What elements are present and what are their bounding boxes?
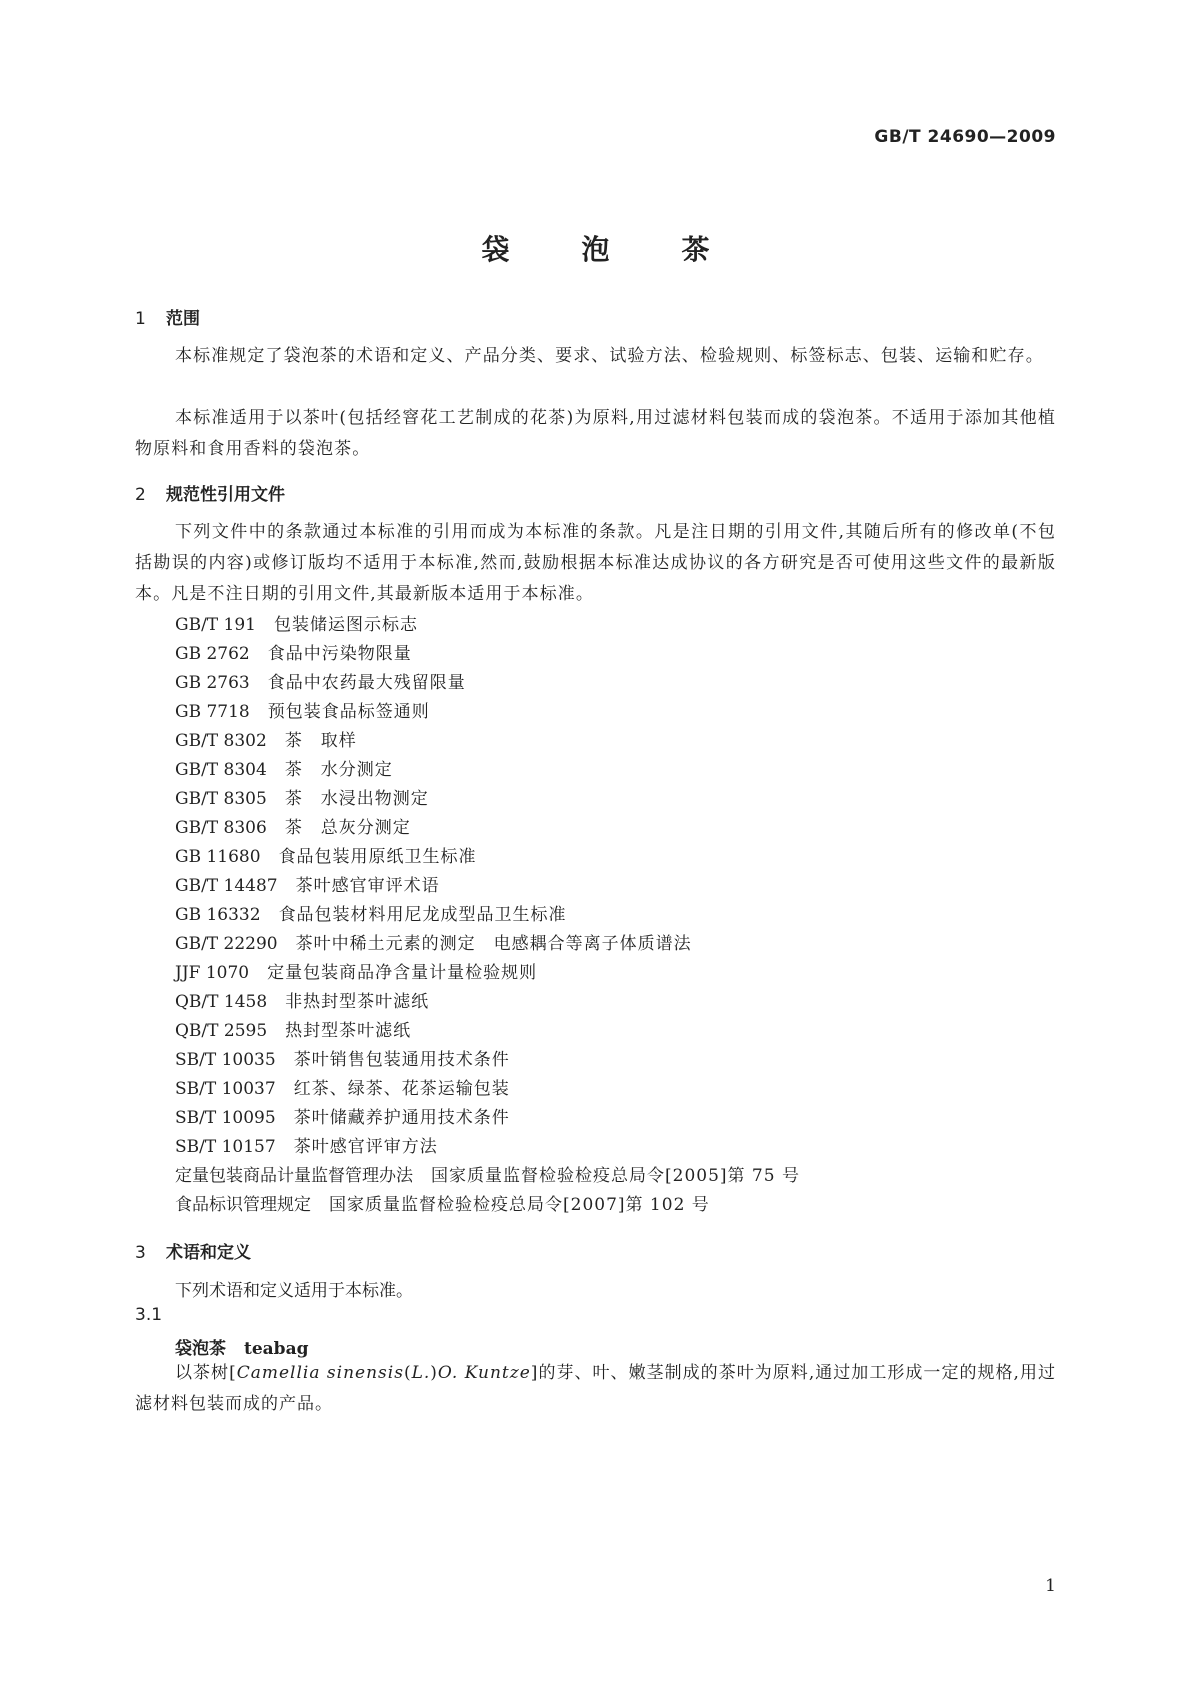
reference-item (175, 1016, 411, 1041)
reference-code: GB 2762 (175, 644, 250, 664)
reference-code: GB/T 14487 (175, 876, 278, 896)
reference-item (175, 726, 357, 751)
reference-code: QB/T 2595 (175, 1021, 268, 1041)
reference-title: 非热封型茶叶滤纸 (285, 992, 430, 1012)
title-char: 袋 (481, 233, 510, 266)
reference-code: GB 2763 (175, 673, 250, 693)
reference-title: 食品中农药最大残留限量 (267, 673, 466, 693)
reference-title: 茶叶感官评审方法 (293, 1137, 438, 1157)
reference-item (175, 813, 411, 838)
reference-title: 热封型茶叶滤纸 (285, 1021, 412, 1041)
reference-item (175, 1132, 438, 1157)
reference-item (175, 784, 429, 809)
scope-paragraph-2: 本标准适用于以茶叶(包括经窨花工艺制成的花茶)为原料,用过滤材料包装而成的袋泡茶。不适用于添加其他植物原料和食用香料的袋泡茶。 (135, 408, 1056, 459)
definition-text: ]的芽、叶、嫩茎制成的茶叶为原料,通过加工形成一定的规格,用过滤材料包装而成的产品。 (135, 1363, 1056, 1414)
reference-code: GB/T 8302 (175, 731, 267, 751)
standard-number: GB/T 24690—2009 (874, 127, 1056, 147)
reference-item (175, 1190, 710, 1215)
document-title (0, 228, 1191, 268)
reference-title: 预包装食品标签通则 (267, 702, 430, 722)
title-char: 泡 (581, 233, 610, 266)
reference-code: SB/T 10035 (175, 1050, 276, 1070)
reference-item (175, 871, 440, 896)
reference-item (175, 958, 537, 983)
reference-code: SB/T 10037 (175, 1079, 276, 1099)
reference-item (175, 900, 567, 925)
reference-title: 食品包装材料用尼龙成型品卫生标准 (278, 905, 567, 925)
reference-code: GB/T 8306 (175, 818, 267, 838)
reference-code: GB/T 22290 (175, 934, 278, 954)
definition-latin: Camellia sinensis (236, 1363, 404, 1383)
reference-title: 茶 水分测定 (284, 760, 393, 780)
reference-title: 食品包装用原纸卫生标准 (278, 847, 477, 867)
subclause-number: 3.1 (135, 1305, 163, 1325)
section-number: 2 (135, 485, 146, 505)
reference-item (175, 1074, 510, 1099)
term-definition (135, 1358, 1056, 1420)
terms-intro: 下列术语和定义适用于本标准。 (175, 1281, 413, 1301)
section-title: 规范性引用文件 (166, 485, 285, 505)
reference-title: 茶 总灰分测定 (284, 818, 411, 838)
reference-code: 定量包装商品计量监督管理办法 (175, 1166, 413, 1186)
section-heading-scope (135, 304, 200, 329)
reference-title: 红茶、绿茶、花茶运输包装 (293, 1079, 510, 1099)
reference-title: 茶 水浸出物测定 (284, 789, 429, 809)
reference-code: GB 7718 (175, 702, 250, 722)
reference-title: 茶叶感官审评术语 (295, 876, 440, 896)
section-heading-terms (135, 1238, 251, 1263)
reference-title: 定量包装商品净含量计量检验规则 (267, 963, 538, 983)
reference-title: 茶叶销售包装通用技术条件 (293, 1050, 510, 1070)
reference-item (175, 1161, 800, 1186)
section-number: 1 (135, 309, 146, 329)
reference-code: GB/T 191 (175, 615, 256, 635)
reference-code: QB/T 1458 (175, 992, 268, 1012)
reference-title: 茶 取样 (284, 731, 357, 751)
reference-item (175, 668, 466, 693)
reference-title: 茶叶储藏养护通用技术条件 (293, 1108, 510, 1128)
term-english: teabag (244, 1339, 309, 1359)
reference-item (175, 697, 430, 722)
reference-title: 包装储运图示标志 (274, 615, 418, 635)
title-char: 茶 (681, 233, 710, 266)
reference-title: 国家质量监督检验检疫总局令[2007]第 102 号 (329, 1195, 710, 1215)
reference-code: SB/T 10095 (175, 1108, 276, 1128)
reference-code: GB 11680 (175, 847, 261, 867)
reference-code: JJF 1070 (175, 963, 250, 983)
page-number: 1 (1045, 1576, 1056, 1596)
reference-item (175, 755, 393, 780)
reference-item (175, 610, 418, 635)
reference-code: SB/T 10157 (175, 1137, 276, 1157)
term-heading (175, 1334, 308, 1359)
reference-item (175, 929, 692, 954)
reference-item (175, 987, 429, 1012)
reference-item (175, 842, 477, 867)
scope-paragraph-1: 本标准规定了袋泡茶的术语和定义、产品分类、要求、试验方法、检验规则、标签标志、包装、运输和贮存。 (175, 346, 1044, 366)
reference-code: GB/T 8305 (175, 789, 267, 809)
reference-item (175, 1045, 510, 1070)
term-chinese: 袋泡茶 (175, 1339, 226, 1359)
definition-latin: L. (411, 1363, 431, 1383)
section-heading-normative-references (135, 480, 285, 505)
reference-item (175, 1103, 510, 1128)
section-number: 3 (135, 1243, 146, 1263)
definition-text: ) (430, 1363, 438, 1383)
reference-code: GB/T 8304 (175, 760, 267, 780)
reference-title: 食品中污染物限量 (267, 644, 412, 664)
references-intro: 下列文件中的条款通过本标准的引用而成为本标准的条款。凡是注日期的引用文件,其随后所有的修改单(不包括勘误的内容)或修订版均不适用于本标准,然而,鼓励根据本标准达成协议的各方研究是否可使用这些文件的最新版本。凡是不注日期的引用文件,其最新版本适用于本标准。 (135, 522, 1056, 604)
reference-title: 国家质量监督检验检疫总局令[2005]第 75 号 (431, 1166, 800, 1186)
reference-title: 茶叶中稀土元素的测定 电感耦合等离子体质谱法 (295, 934, 692, 954)
section-title: 范围 (166, 309, 200, 329)
reference-item (175, 639, 412, 664)
reference-code: 食品标识管理规定 (175, 1195, 311, 1215)
definition-text: 以茶树[ (175, 1363, 237, 1383)
reference-code: GB 16332 (175, 905, 261, 925)
definition-text: ( (403, 1363, 412, 1383)
section-title: 术语和定义 (166, 1243, 251, 1263)
definition-latin: O. Kuntze (437, 1363, 531, 1383)
